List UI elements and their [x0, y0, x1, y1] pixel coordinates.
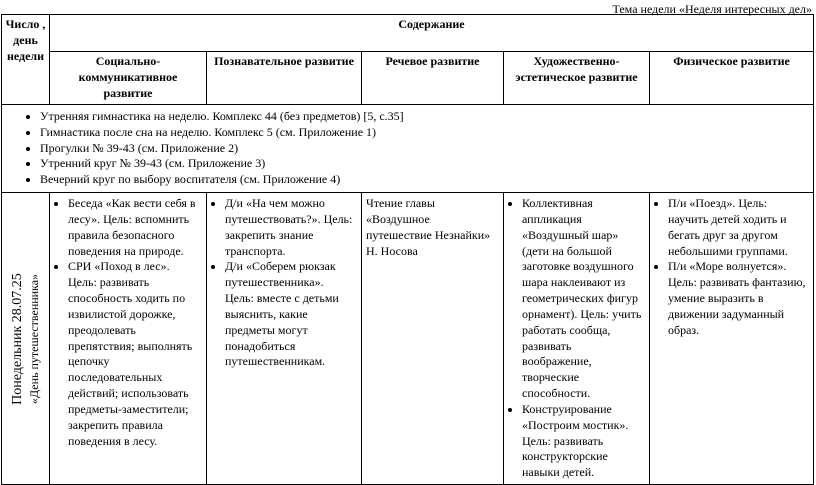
day-cell	[2, 193, 50, 485]
list-item: • Утренняя гимнастика на неделю. Комплекс 44 (без предметов) [5, с.35]	[40, 109, 807, 125]
day-date: Понедельник 28.07.25	[9, 272, 25, 405]
area-header-physical: Физическое развитие	[650, 52, 814, 105]
plan-table	[1, 14, 814, 485]
speech-cell: Чтение главы «Воздушное путешествие Незнайки» Н. Носова	[362, 193, 504, 485]
day-title: «День путешественника»	[26, 273, 41, 404]
list-item: • Коллективная аппликация «Воздушный шар» (дети на большой заготовке воздушного шара наклеивают из геометрических фигур орнамент). Цель: учить работать сообща, развивать воображение, творческие способности.	[522, 196, 643, 402]
day-column-header: Число , день недели	[2, 15, 50, 105]
cognitive-cell	[207, 193, 362, 485]
list-item: • Конструирование «Построим мостик». Цель: развивать конструкторские навыки детей.	[522, 402, 643, 481]
area-header-speech: Речевое развитие	[362, 52, 504, 105]
day-label	[8, 273, 42, 405]
list-item: • Д/и «Соберем рюкзак путешественника». Цель: вместе с детьми выяснить, какие предметы могут понадобиться путешественникам.	[225, 259, 355, 370]
area-header-art: Художественно-эстетическое развитие	[504, 52, 650, 105]
social-cell	[50, 193, 207, 485]
area-header-cognitive: Познавательное развитие	[207, 52, 362, 105]
list-item: • СРИ «Поход в лес». Цель: развивать способность ходить по извилистой дорожке, преодолевать препятствия; выполнять цепочку последовательных действий; использовать предметы-заместители; закрепить правила поведения в лесу.	[68, 259, 200, 449]
list-item: • Прогулки № 39-43 (см. Приложение 2)	[40, 141, 807, 157]
list-item: • Вечерний круг по выбору воспитателя (см. Приложение 4)	[40, 172, 807, 188]
area-header-social: Социально-коммуникативное развитие	[50, 52, 207, 105]
art-cell	[504, 193, 650, 485]
physical-cell	[650, 193, 814, 485]
week-theme: Тема недели «Неделя интересных дел»	[612, 2, 812, 16]
routine-list	[20, 109, 807, 188]
list-item: • П/и «Море волнуется». Цель: развивать фантазию, умение выразить в движении задуманный образ.	[668, 259, 807, 338]
list-item: • Гимнастика после сна на неделю. Комплекс 5 (см. Приложение 1)	[40, 125, 807, 141]
list-item: • Д/и «На чем можно путешествовать?». Цель: закрепить знание транспорта.	[225, 196, 355, 259]
list-item: • Утренний круг № 39-43 (см. Приложение 3)	[40, 156, 807, 172]
list-item: • Беседа «Как вести себя в лесу». Цель: вспомнить правила безопасного поведения на природе.	[68, 196, 200, 259]
content-header: Содержание	[50, 15, 814, 52]
list-item: • П/и «Поезд». Цель: научить детей ходить и бегать друг за другом небольшими группами.	[668, 196, 807, 259]
daily-routine-cell	[2, 105, 814, 193]
